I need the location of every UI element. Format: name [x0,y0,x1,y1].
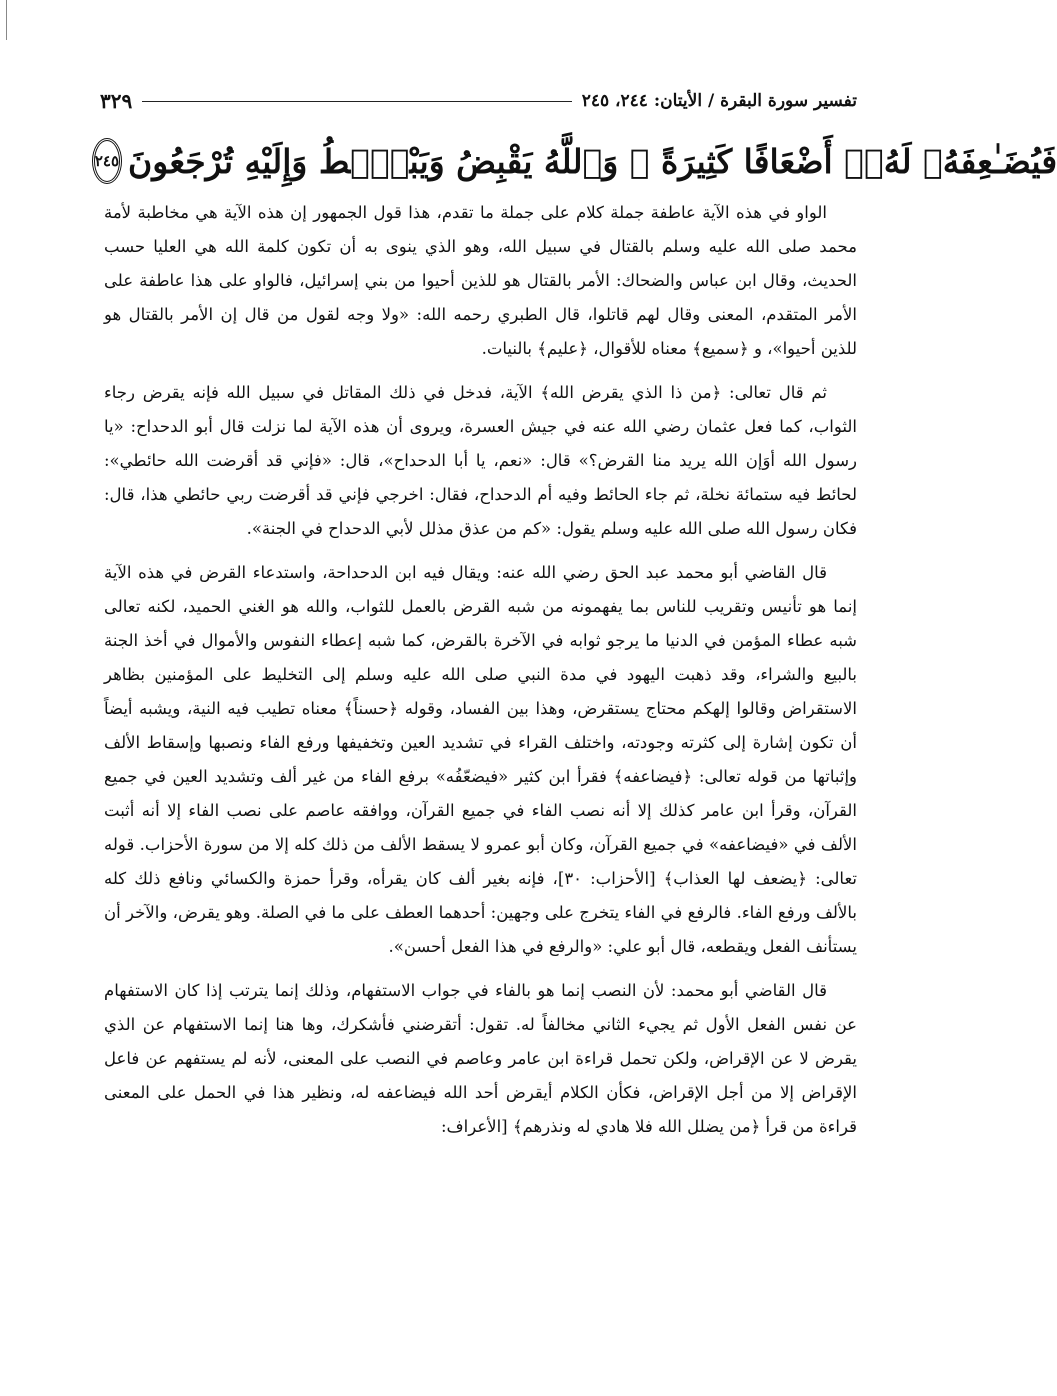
verse-text: فَيُضَـٰعِفَهُۥ لَهُۥٓ أَضْعَافًا كَثِيرَةً ۚ وَٱللَّهُ يَقْبِضُ وَيَبْصُۜطُ وَإِلَيْهِ تُرْجَعُونَ [128,141,1057,181]
verse-number-marker: ٢٤٥ [92,138,122,184]
paragraph: ثم قال تعالى: ﴿من ذا الذي يقرض الله﴾ الآية، فدخل في ذلك المقاتل في سبيل الله فإنه يقرض رجاء الثواب، كما فعل عثمان رضي الله عنه في جيش العسرة، ويروى أن هذه الآية لما نزلت قال أبو الدحداح: «يا رسول الله أوَإن الله يريد منا القرض؟» قال: «نعم، يا أبا الدحداح»، قال: «فإني قد أقرضت الله حائطي»: لحائط فيه ستمائة نخلة، ثم جاء الحائط وفيه أم الدحداح، فقال: اخرجي فإني قد أقرضت ربي حائطي هذا، قال: فكان رسول الله صلى الله عليه وسلم يقول: «كم من عذق مذلل لأبي الدحداح في الجنة». [104,383,857,538]
paragraph: قال القاضي أبو محمد: لأن النصب إنما هو بالفاء في جواب الاستفهام، وذلك إنما يترتب إذا كان الاستفهام عن نفس الفعل الأول ثم يجيء الثاني مخالفاً له. تقول: أتقرضني فأشكرك، وها هنا إنما الاستفهام عن الذي يقرض لا عن الإقراض، ولكن تحمل قراءة ابن عامر وعاصم في النصب على المعنى، لأنه لم يستفهم عن فاعل الإقراض إلا من أجل الإقراض، فكأن الكلام أيقرض أحد الله فيضاعفه له، ونظير هذا في الحمل على المعنى قراءة من قرأ ﴿من يضلل الله فلا هادي له ونذرهم﴾ [الأعراف: [104,981,857,1136]
paragraph: قال القاضي أبو محمد عبد الحق رضي الله عنه: ويقال فيه ابن الدحداحة، واستدعاء القرض في هذه الآية إنما هو تأنيس وتقريب للناس بما يفهمونه من شبه القرض بالعمل للثواب، والله هو الغني الحميد، لكنه تعالى شبه عطاء المؤمن في الدنيا ما يرجو ثوابه في الآخرة بالقرض، كما شبه إعطاء النفوس والأموال في أخذ الجنة بالبيع والشراء، وقد ذهبت اليهود في مدة النبي صلى الله عليه وسلم إلى التخليط على المؤمنين بظاهر الاستقراض وقالوا إلهكم محتاج يستقرض، وهذا بين الفساد، وقوله ﴿حسناً﴾ معناه تطيب فيه النية، ويشبه أيضاً أن تكون إشارة إلى كثرته وجودته، واختلف القراء في تشديد العين وتخفيفها ورفع الفاء ونصبها وإسقاط الألف وإثباتها من قوله تعالى: ﴿فيضاعفه﴾ فقرأ ابن كثير «فيضعّفُه» برفع الفاء من غير ألف وتشديد العين في جميع القرآن، وقرأ ابن عامر كذلك إلا أنه نصب الفاء في جميع القرآن، ووافقه عاصم على نصب الفاء إلا أنه أثبت الألف في «فيضاعفه» في جميع القرآن، وكان أبو عمرو لا يسقط الألف من ذلك كله إلا من سورة الأحزاب. قوله تعالى: ﴿يضعف لها العذاب﴾ [الأحزاب: ٣٠]، فإنه بغير ألف كان يقرأه، وقرأ حمزة والكسائي ونافع ذلك كله بالألف ورفع الفاء. فالرفع في الفاء يتخرج على وجهين: أحدهما العطف على ما في الصلة. وهو يقرض، والآخر أن يستأنف الفعل ويقطعه، قال أبو علي: «والرفع في هذا الفعل أحسن». [104,563,858,956]
quran-verse [94,132,1057,190]
page-number: ٣٢٩ [100,89,133,113]
scan-margin-line [6,0,7,40]
header-rule [142,101,571,102]
paragraph: الواو في هذه الآية عاطفة جملة كلام على جملة ما تقدم، هذا قول الجمهور إن هذه الآية هي مخاطبة لأمة محمد صلى الله عليه وسلم بالقتال في سبيل الله، وهو الذي ينوى به أن تكون كلمة الله هي العليا حسب الحديث، وقال ابن عباس والضحاك: الأمر بالقتال هو للذين أحيوا من بني إسرائيل، فالواو على هذا عاطفة على الأمر المتقدم، المعنى وقال لهم قاتلوا، قال الطبري رحمه الله: «ولا وجه لقول من قال إن الأمر بالقتال هو للذين أحيوا»، و ﴿سميع﴾ معناه للأقوال، ﴿عليم﴾ بالنيات. [104,203,857,358]
header-title: تفسير سورة البقرة / الأيتان: ٢٤٤، ٢٤٥ [581,91,857,111]
running-header [100,86,857,116]
commentary-text [104,196,857,1152]
